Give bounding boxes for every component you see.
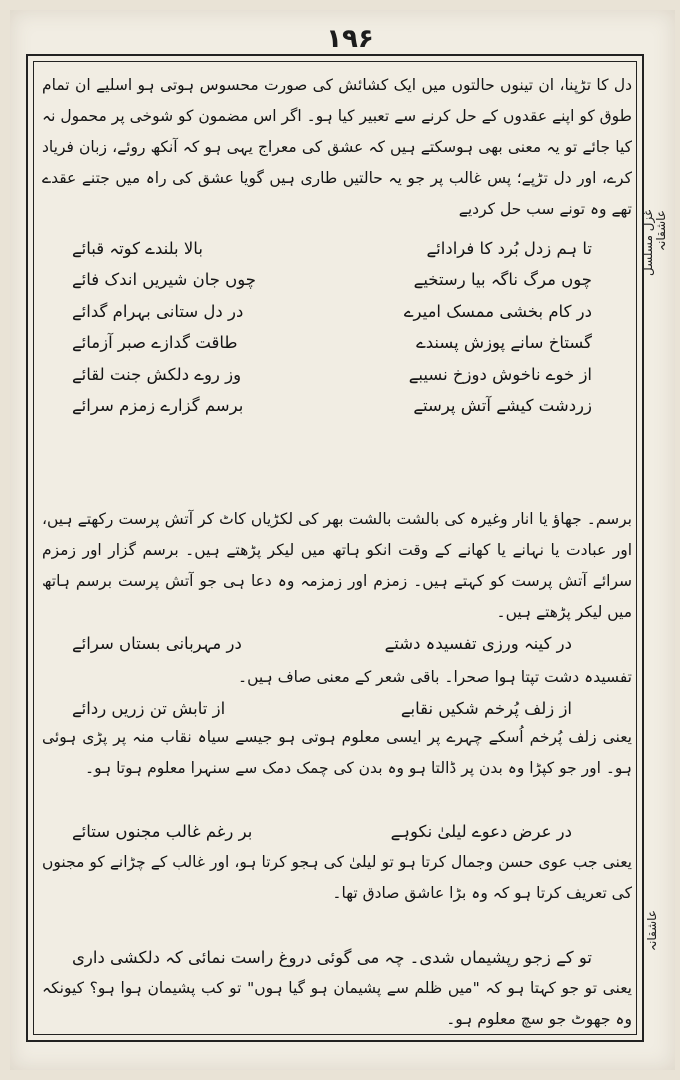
couplet-second-hemistich: وز روے دلکش جنت لقائے [72, 364, 242, 384]
book-page [10, 10, 675, 1070]
couplet-row [42, 816, 632, 847]
section-arz [42, 816, 632, 909]
couplet-second-hemistich: در دل ستانی بہرام گدائے [72, 301, 244, 321]
couplet-second-hemistich: برسم گزارے زمزم سرائے [72, 396, 244, 416]
intro-paragraph: دل کا تڑپنا، ان تینوں حالتوں میں ایک کشائش کی صورت محسوس ہوتی ہو اسلیے ان تمام طوق کو اپنے عقدوں کے حل کرنے سے تعبیر کیا ہو۔ اگر اس مضمون کو شوخی پر محمول نہ کیا جائے تو یہ معنی بھی ہوسکتے ہیں کہ عشق کی معراج یہی ہو کہ آنکھ روئے، زبان فریاد کرے، اور دل تڑپے؛ پس غالب پر جو یہ حالتیں طاری ہیں گویا عشق کی راہ میں جتنے عقدے تھے وہ تونے سب حل کردیے [42, 76, 632, 218]
arz-paragraph: یعنی جب عوی حسن وجمال کرتا ہو تو لیلیٰ کی ہجو کرتا ہو، اور غالب کے چڑانے کو مجنوں کی تعریف کرتا ہو کہ وہ بڑا عاشق صادق تھا۔ [42, 853, 632, 903]
section-barsam [42, 504, 632, 659]
couplet-row [42, 942, 632, 973]
couplet-first-hemistich: زردشت کیشے آتش پرستے [413, 396, 592, 416]
couplet-first-hemistich: چوں مرگ ناگہ بیا رستخیے [413, 270, 592, 290]
couplet-second-hemistich: بر رغم غالب مجنوں ستائے [72, 822, 253, 841]
section-intro [42, 70, 632, 421]
couplet-first-hemistich: گستاخ سانے پوزش پسندے [416, 333, 592, 353]
margin-note-ashiqana: عاشقانہ [645, 910, 659, 951]
couplet-row [42, 233, 632, 264]
couplet-first-hemistich: در کام بخشی ممسک امیرے [403, 301, 592, 321]
barsam-paragraph: برسم۔ جھاؤ یا انار وغیرہ کی بالشت بالشت بھر کی لکڑیاں کاٹ کر آتش پرست رکھتے ہیں، اور عبادت یا نہانے یا کھانے کے وقت انکو ہاتھ میں لیکر پڑھتے ہیں۔ برسم گزار اور زمزم سرائے آتش پرست کو کہتے ہیں۔ زمزم اور زمزمہ وہ دعا ہی جو آتش پرست برسم ہاتھ میں لیکر پڑھتے ہیں۔ [42, 510, 632, 621]
section-last [42, 942, 632, 1035]
couplet-second-hemistich: دروغ راست نمائی کہ دلکشی داری [72, 948, 312, 967]
couplet-row [42, 264, 632, 295]
last-paragraph: یعنی تو جو کہتا ہو کہ "میں ظلم سے پشیمان ہو گیا ہوں" تو کب پشیمان ہوا ہو؟ کیونکہ وہ جھوٹ جو سچ معلوم ہو۔ [42, 979, 632, 1029]
couplet-second-hemistich: چوں جان شیریں اندک فائے [72, 270, 257, 290]
couplet-first-hemistich: از خوے ناخوش دوزخ نسیبے [408, 364, 592, 384]
couplet-first-hemistich: در عرض دعوے لیلیٰ نکوہے [390, 822, 572, 841]
section-tafsida [42, 662, 632, 724]
page-content [42, 70, 632, 1034]
couplet-first-hemistich: از زلف پُرخم شکیں نقابے [400, 699, 572, 718]
zulf-paragraph: یعنی زلف پُرخم اُسکے چہرے پر ایسی معلوم ہوتی ہو جیسے سیاہ نقاب منہ پر پڑی ہوئی ہو۔ اور جو کپڑا وہ بدن پر ڈالتا ہو وہ بدن کی چمک دمک سے سنہرا معلوم ہوتا ہو۔ [42, 728, 632, 777]
couplet-first-hemistich: در کینہ ورزی تفسیدہ دشتے [384, 634, 572, 653]
couplet-row [42, 693, 632, 724]
couplet-row [42, 296, 632, 327]
tafsida-paragraph: تفسیدہ دشت تپتا ہوا صحرا۔ باقی شعر کے معنی صاف ہیں۔ [238, 668, 632, 686]
margin-note-ghazal: غزل مسلسل عاشقانہ [641, 210, 668, 277]
couplet-second-hemistich: در مہربانی بستاں سرائے [72, 634, 242, 653]
couplet-second-hemistich: از تابش تن زریں ردائے [72, 699, 226, 718]
couplet-row [42, 390, 632, 421]
couplet-first-hemistich: تا ہم زدل بُرد کا فرادائے [426, 239, 592, 258]
couplet-second-hemistich: بالا بلندے کوتہ قبائے [72, 239, 203, 258]
couplet-row [42, 327, 632, 358]
couplet-second-hemistich: طاقت گدازے صبر آزمائے [72, 333, 238, 353]
couplet-row [42, 628, 632, 659]
couplet-first-hemistich: تو کے زجو رپشیماں شدی۔ چہ می گوئی [316, 948, 592, 967]
section-zulf [42, 722, 632, 784]
couplet-row [42, 359, 632, 390]
page-number: ۱۹۶ [326, 24, 374, 54]
text-frame [26, 54, 644, 1042]
